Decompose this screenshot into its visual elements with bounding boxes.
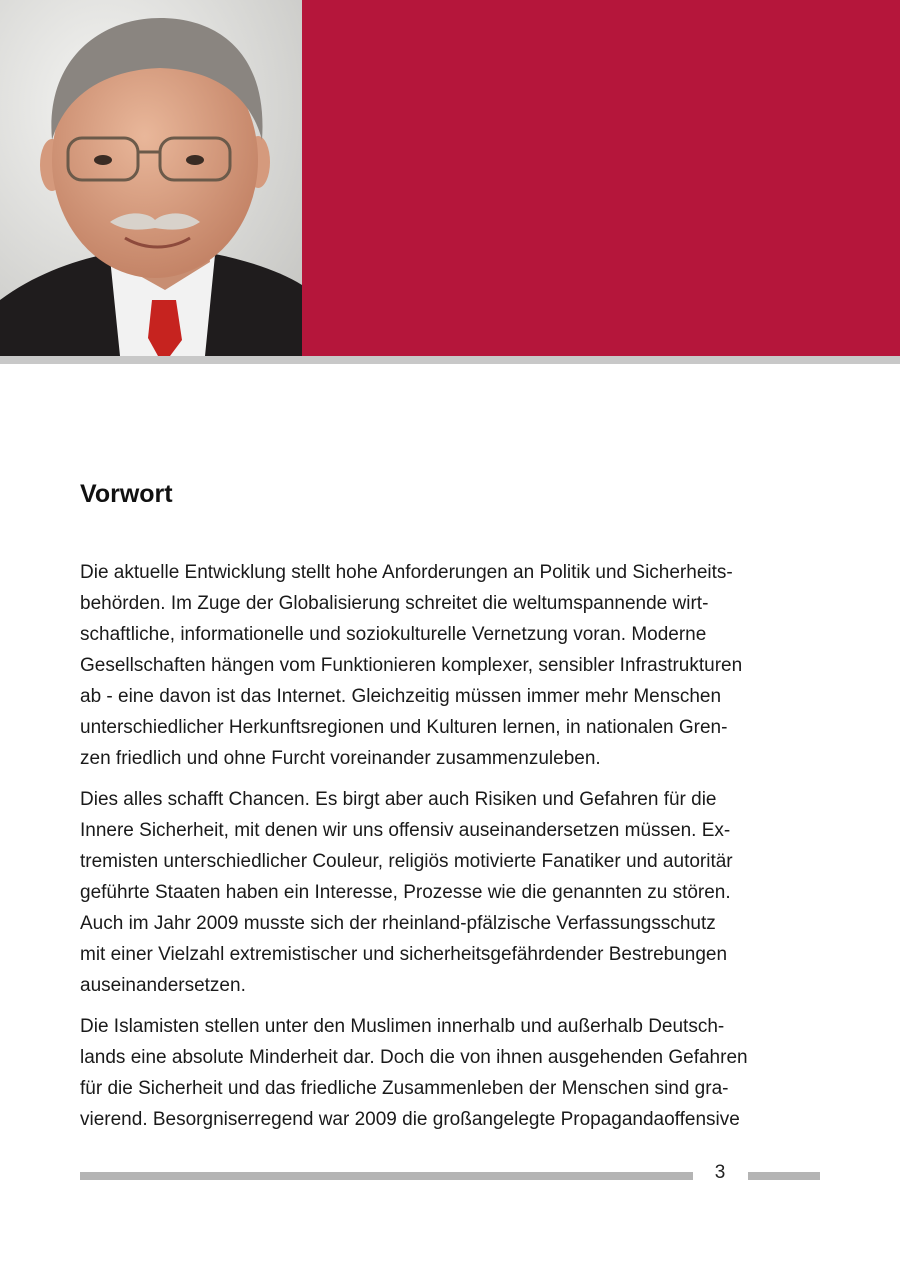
- portrait-photo: [0, 0, 302, 356]
- paragraph: [80, 784, 820, 1001]
- paragraph: [80, 1011, 820, 1135]
- text-line: tremisten unterschiedlicher Couleur, religiös motivierte Fanatiker und autoritär: [80, 851, 733, 872]
- footer-rule-right: [748, 1172, 820, 1180]
- text-line: Innere Sicherheit, mit denen wir uns offensiv auseinandersetzen müssen. Ex-: [80, 820, 731, 841]
- paragraph: [80, 557, 820, 774]
- text-line: ab - eine davon ist das Internet. Gleichzeitig müssen immer mehr Menschen: [80, 686, 722, 707]
- header-divider: [0, 356, 900, 364]
- text-line: lands eine absolute Minderheit dar. Doch die von ihnen ausgehenden Gefahren: [80, 1047, 748, 1068]
- text-line: unterschiedlicher Herkunftsregionen und Kulturen lernen, in nationalen Gren-: [80, 717, 728, 738]
- body-text: [80, 557, 820, 1145]
- text-line: für die Sicherheit und das friedliche Zusammenleben der Menschen sind gra-: [80, 1078, 729, 1099]
- text-line: geführte Staaten haben ein Interesse, Prozesse wie die genannten zu stören.: [80, 882, 731, 903]
- text-line: vierend. Besorgniserregend war 2009 die großangelegte Propagandaoffensive: [80, 1109, 740, 1130]
- text-line: Dies alles schafft Chancen. Es birgt aber auch Risiken und Gefahren für die: [80, 789, 717, 810]
- text-line: mit einer Vielzahl extremistischer und sicherheitsgefährdender Bestrebungen: [80, 944, 728, 965]
- text-line: behörden. Im Zuge der Globalisierung schreitet die weltumspannende wirt-: [80, 593, 709, 614]
- text-line: Die Islamisten stellen unter den Muslimen innerhalb und außerhalb Deutsch-: [80, 1016, 725, 1037]
- page-title: Vorwort: [80, 480, 173, 508]
- text-line: Auch im Jahr 2009 musste sich der rheinland-pfälzische Verfassungsschutz: [80, 913, 716, 934]
- portrait-icon: [0, 0, 302, 356]
- text-line: auseinandersetzen.: [80, 975, 246, 996]
- text-line: schaftliche, informationelle und soziokulturelle Vernetzung voran. Moderne: [80, 624, 707, 645]
- red-header-panel: [302, 0, 900, 356]
- text-line: zen friedlich und ohne Furcht voreinander zusammenzuleben.: [80, 748, 601, 769]
- page-number: 3: [714, 1162, 726, 1183]
- text-line: Die aktuelle Entwicklung stellt hohe Anforderungen an Politik und Sicherheits-: [80, 562, 733, 583]
- text-line: Gesellschaften hängen vom Funktionieren komplexer, sensibler Infrastrukturen: [80, 655, 743, 676]
- footer-rule-left: [80, 1172, 693, 1180]
